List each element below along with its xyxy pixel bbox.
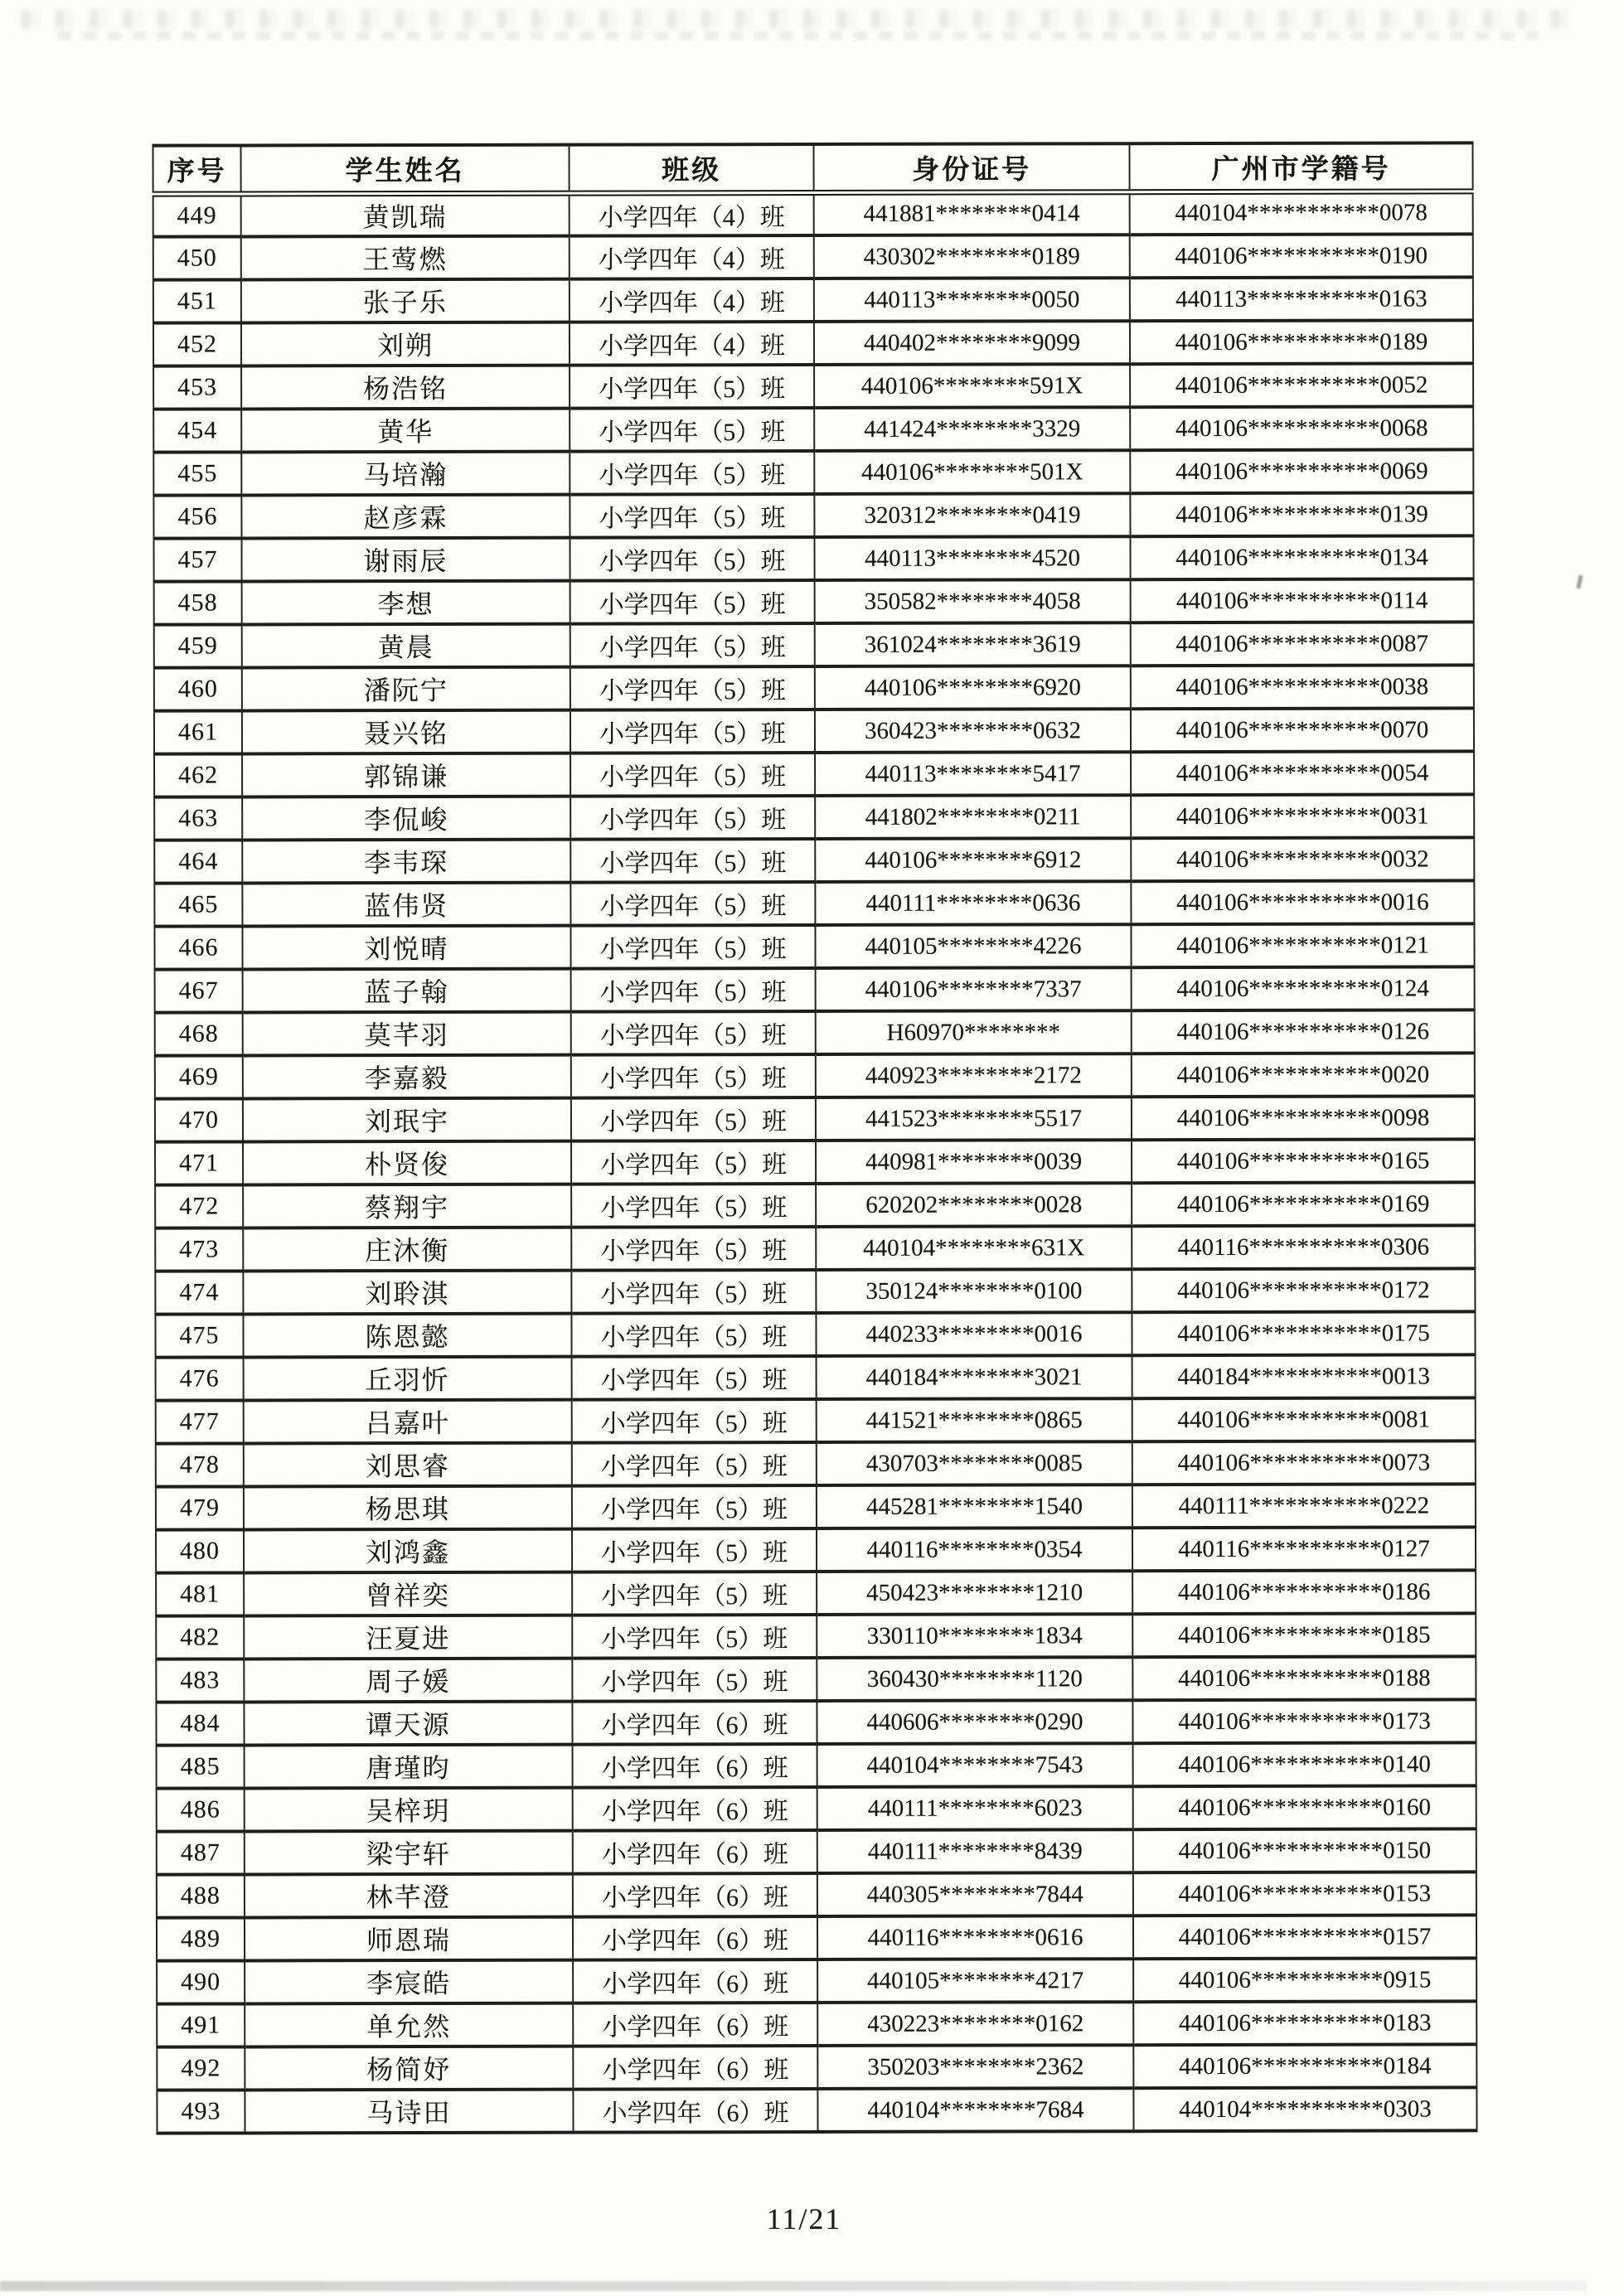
id-number-cell: 440233********0016: [816, 1312, 1132, 1356]
class-cell: 小学四年（4）班: [570, 322, 814, 366]
student-name-cell: 朴贤俊: [243, 1141, 571, 1185]
registration-number-cell: 440106***********0134: [1130, 535, 1473, 579]
scan-speck-artifact: [1576, 575, 1583, 589]
seq-cell: 488: [157, 1874, 245, 1917]
registration-number-cell: 440104***********0078: [1130, 191, 1473, 235]
student-name-cell: 周子媛: [244, 1659, 572, 1703]
seq-cell: 463: [154, 797, 242, 840]
id-number-cell: 450423********1210: [817, 1571, 1132, 1615]
registration-number-cell: 440106***********0098: [1132, 1096, 1475, 1140]
seq-cell: 453: [153, 366, 241, 409]
id-number-cell: 440104********631X: [816, 1226, 1132, 1270]
id-number-cell: 360423********0632: [815, 709, 1131, 753]
seq-cell: 469: [155, 1055, 243, 1098]
student-name-cell: 杨简妤: [245, 2047, 573, 2090]
registration-number-cell: 440111***********0222: [1132, 1484, 1476, 1528]
table-row: [154, 708, 1474, 753]
seq-cell: 455: [153, 452, 241, 495]
table-row: [156, 1699, 1476, 1745]
class-cell: 小学四年（5）班: [570, 925, 815, 969]
id-number-cell: 440106********6912: [815, 838, 1131, 882]
table-row: [155, 1096, 1475, 1141]
id-number-cell: 440106********591X: [814, 364, 1130, 408]
seq-cell: 458: [154, 581, 242, 624]
id-number-cell: 441523********5517: [816, 1097, 1132, 1141]
student-name-cell: 王莺燃: [241, 236, 570, 280]
seq-cell: 473: [155, 1228, 243, 1271]
registration-number-cell: 440106***********0150: [1133, 1829, 1476, 1872]
class-cell: 小学四年（5）班: [572, 1528, 817, 1572]
student-name-cell: 刘鸿鑫: [244, 1529, 572, 1573]
student-roster-table: [152, 141, 1477, 2134]
id-number-cell: 440923********2172: [816, 1054, 1132, 1097]
student-name-cell: 吕嘉叶: [244, 1400, 572, 1444]
student-name-cell: 庄沐衡: [243, 1228, 571, 1272]
student-name-cell: 马培瀚: [241, 452, 570, 496]
id-number-cell: 440113********0050: [814, 278, 1130, 322]
table-row: [155, 966, 1475, 1012]
seq-cell: 454: [153, 409, 241, 452]
class-cell: 小学四年（6）班: [573, 2046, 817, 2090]
student-name-cell: 唐瑾昀: [245, 1745, 573, 1789]
class-cell: 小学四年（5）班: [570, 623, 815, 667]
student-table-body: [153, 191, 1477, 2133]
student-name-cell: 黄晨: [242, 624, 570, 668]
class-cell: 小学四年（6）班: [572, 1701, 817, 1745]
table-row: [155, 1311, 1475, 1357]
table-row: [156, 1656, 1476, 1702]
id-number-cell: 440305********7844: [817, 1872, 1133, 1916]
student-name-cell: 李想: [242, 581, 570, 625]
table-row: [153, 234, 1473, 279]
student-name-cell: 师恩瑞: [245, 1917, 573, 1961]
table-row: [157, 2087, 1476, 2133]
seq-cell: 462: [154, 753, 242, 797]
registration-number-cell: 440106***********0185: [1132, 1613, 1476, 1657]
class-cell: 小学四年（5）班: [570, 451, 814, 495]
class-cell: 小学四年（6）班: [573, 2089, 817, 2133]
student-name-cell: 蓝子翰: [243, 969, 571, 1013]
student-name-cell: 陈恩懿: [243, 1314, 571, 1358]
id-number-cell: 350203********2362: [817, 2045, 1133, 2089]
table-row: [155, 1010, 1475, 1055]
student-name-cell: 李韦琛: [242, 840, 570, 884]
seq-cell: 460: [154, 667, 242, 710]
seq-cell: 464: [154, 840, 242, 883]
page-number: 11/21: [766, 2202, 842, 2235]
table-row: [156, 1613, 1476, 1659]
table-row: [157, 1915, 1476, 1960]
registration-number-cell: 440106***********0140: [1133, 1742, 1476, 1786]
registration-number-cell: 440106***********0069: [1130, 449, 1473, 493]
student-name-cell: 杨思琪: [244, 1486, 572, 1530]
registration-number-cell: 440106***********0160: [1133, 1785, 1476, 1829]
id-number-cell: 440981********0039: [816, 1140, 1132, 1184]
student-name-cell: 蓝伟贤: [242, 883, 570, 927]
seq-cell: 475: [155, 1314, 243, 1357]
table-row: [153, 449, 1473, 495]
student-name-cell: 郭锦谦: [242, 753, 570, 797]
id-number-cell: 441881********0414: [814, 191, 1130, 235]
class-cell: 小学四年（6）班: [573, 1959, 817, 2003]
table-row: [156, 1354, 1476, 1400]
seq-cell: 470: [155, 1098, 243, 1141]
table-row: [153, 492, 1473, 538]
id-number-cell: 441521********0865: [817, 1398, 1132, 1442]
id-number-cell: 440111********0636: [815, 881, 1131, 925]
registration-number-cell: 440106***********0126: [1132, 1010, 1475, 1054]
student-name-cell: 李嘉毅: [243, 1055, 571, 1099]
registration-number-cell: 440106***********0190: [1130, 234, 1473, 278]
id-number-cell: 350124********0100: [816, 1269, 1132, 1313]
scan-edge-shadow-bottom: [0, 2281, 1587, 2291]
registration-number-cell: 440106***********0121: [1131, 923, 1474, 967]
student-name-cell: 李侃峻: [242, 797, 570, 840]
table-row: [157, 1742, 1476, 1788]
student-name-cell: 丘羽忻: [244, 1357, 572, 1401]
student-name-cell: 杨浩铭: [241, 366, 570, 409]
student-name-cell: 马诗田: [245, 2090, 573, 2134]
column-header-registration: 广州市学籍号: [1129, 143, 1472, 191]
class-cell: 小学四年（5）班: [570, 537, 814, 581]
class-cell: 小学四年（6）班: [573, 1916, 817, 1960]
column-header-seq: 序号: [153, 145, 240, 193]
table-row: [153, 363, 1473, 409]
registration-number-cell: 440106***********0165: [1132, 1139, 1475, 1183]
class-cell: 小学四年（5）班: [571, 968, 816, 1012]
id-number-cell: 430302********0189: [814, 235, 1130, 279]
class-cell: 小学四年（5）班: [570, 796, 815, 840]
table-row: [156, 1484, 1476, 1529]
class-cell: 小学四年（6）班: [573, 2003, 817, 2047]
id-number-cell: 440606********0290: [817, 1700, 1132, 1744]
seq-cell: 456: [153, 495, 241, 538]
table-row: [154, 794, 1474, 840]
student-name-cell: 张子乐: [241, 279, 570, 323]
registration-number-cell: 440106***********0175: [1132, 1311, 1475, 1355]
registration-number-cell: 440106***********0073: [1132, 1441, 1476, 1485]
table-row: [156, 1441, 1476, 1486]
seq-cell: 482: [156, 1615, 244, 1659]
student-name-cell: 林芊澄: [245, 1874, 573, 1918]
id-number-cell: 441424********3329: [814, 407, 1130, 451]
student-name-cell: 谢雨辰: [241, 538, 570, 582]
seq-cell: 487: [157, 1831, 245, 1874]
seq-cell: 459: [154, 624, 242, 667]
student-name-cell: 聂兴铭: [242, 710, 570, 754]
registration-number-cell: 440106***********0016: [1131, 880, 1474, 924]
seq-cell: 478: [156, 1443, 244, 1486]
class-cell: 小学四年（5）班: [572, 1356, 817, 1400]
seq-cell: 472: [155, 1184, 243, 1228]
student-name-cell: 刘思睿: [244, 1443, 572, 1487]
table-row: [154, 837, 1474, 883]
seq-cell: 450: [153, 236, 241, 279]
registration-number-cell: 440106***********0189: [1130, 320, 1473, 364]
table-row: [153, 406, 1473, 452]
student-name-cell: 黄凯瑞: [241, 193, 570, 237]
id-number-cell: 440113********5417: [815, 752, 1131, 796]
id-number-cell: 440106********6920: [815, 666, 1131, 710]
registration-number-cell: 440106***********0081: [1132, 1397, 1476, 1441]
class-cell: 小学四年（6）班: [573, 1787, 817, 1831]
class-cell: 小学四年（5）班: [570, 580, 815, 624]
seq-cell: 483: [156, 1659, 244, 1702]
table-header: [153, 143, 1472, 193]
table-row: [153, 277, 1473, 322]
id-number-cell: 440104********7684: [817, 2088, 1133, 2132]
class-cell: 小学四年（5）班: [571, 1227, 816, 1271]
seq-cell: 479: [156, 1486, 244, 1529]
class-cell: 小学四年（5）班: [571, 1011, 816, 1055]
registration-number-cell: 440106***********0186: [1132, 1570, 1476, 1614]
class-cell: 小学四年（5）班: [570, 882, 815, 926]
id-number-cell: 440106********7337: [816, 967, 1132, 1011]
student-name-cell: 梁宇轩: [245, 1831, 573, 1875]
seq-cell: 451: [153, 279, 241, 322]
registration-number-cell: 440113***********0163: [1130, 277, 1473, 321]
table-row: [156, 1570, 1476, 1615]
id-number-cell: H60970********: [816, 1010, 1132, 1054]
seq-cell: 476: [156, 1357, 244, 1400]
id-number-cell: 361024********3619: [815, 622, 1131, 666]
registration-number-cell: 440106***********0188: [1132, 1656, 1476, 1700]
seq-cell: 491: [157, 2003, 245, 2047]
registration-number-cell: 440184***********0013: [1132, 1354, 1476, 1398]
seq-cell: 471: [155, 1141, 243, 1184]
table-row: [157, 1872, 1476, 1917]
id-number-cell: 440116********0354: [817, 1528, 1132, 1572]
table-row: [155, 1053, 1475, 1098]
table-row: [157, 1829, 1476, 1874]
id-number-cell: 440113********4520: [814, 536, 1130, 580]
class-cell: 小学四年（5）班: [570, 494, 814, 538]
id-number-cell: 620202********0028: [816, 1183, 1132, 1227]
id-number-cell: 440105********4217: [817, 1959, 1133, 2003]
class-cell: 小学四年（5）班: [570, 365, 814, 409]
table-row: [155, 1225, 1475, 1271]
id-number-cell: 430703********0085: [817, 1441, 1132, 1485]
registration-number-cell: 440106***********0031: [1131, 794, 1474, 838]
student-name-cell: 刘聆淇: [243, 1271, 571, 1315]
table-row: [157, 1958, 1476, 2003]
id-number-cell: 440106********501X: [814, 450, 1130, 494]
student-name-cell: 刘悦晴: [242, 926, 570, 970]
registration-number-cell: 440106***********0915: [1133, 1958, 1476, 2002]
id-number-cell: 320312********0419: [814, 493, 1130, 537]
id-number-cell: 330110********1834: [817, 1614, 1132, 1658]
registration-number-cell: 440106***********0052: [1130, 363, 1473, 407]
student-name-cell: 莫芊羽: [243, 1012, 571, 1056]
table-row: [154, 622, 1474, 667]
table-row: [157, 2001, 1476, 2047]
table-row: [155, 1139, 1475, 1184]
seq-cell: 457: [153, 538, 241, 581]
seq-cell: 490: [157, 1960, 245, 2003]
column-header-id-number: 身份证号: [813, 143, 1129, 192]
table-row: [157, 2044, 1476, 2090]
student-name-cell: 曾祥奕: [244, 1572, 572, 1616]
class-cell: 小学四年（5）班: [571, 1184, 816, 1228]
seq-cell: 484: [156, 1702, 244, 1745]
seq-cell: 486: [157, 1788, 245, 1831]
table-row: [153, 535, 1473, 581]
class-cell: 小学四年（4）班: [570, 192, 814, 236]
column-header-class: 班级: [569, 144, 813, 193]
id-number-cell: 440111********8439: [817, 1829, 1133, 1873]
class-cell: 小学四年（6）班: [573, 1744, 817, 1788]
registration-number-cell: 440106***********0038: [1131, 665, 1474, 709]
student-name-cell: 赵彦霖: [241, 495, 570, 539]
seq-cell: 468: [155, 1012, 243, 1055]
registration-number-cell: 440106***********0054: [1131, 751, 1474, 795]
class-cell: 小学四年（5）班: [571, 1054, 816, 1098]
registration-number-cell: 440106***********0020: [1132, 1053, 1475, 1097]
table-row: [156, 1527, 1476, 1572]
table-row: [155, 1182, 1475, 1228]
student-name-cell: 汪夏进: [244, 1615, 572, 1659]
student-name-cell: 吴梓玥: [245, 1788, 573, 1832]
student-name-cell: 单允然: [245, 2003, 573, 2047]
seq-cell: 493: [157, 2090, 245, 2133]
registration-number-cell: 440106***********0157: [1133, 1915, 1476, 1959]
table-row: [154, 665, 1474, 710]
class-cell: 小学四年（6）班: [573, 1873, 817, 1917]
registration-number-cell: 440104***********0303: [1133, 2087, 1476, 2131]
table-row: [154, 751, 1474, 797]
student-name-cell: 潘阮宁: [242, 667, 570, 711]
id-number-cell: 440111********6023: [817, 1786, 1133, 1830]
id-number-cell: 440116********0616: [817, 1916, 1133, 1959]
class-cell: 小学四年（4）班: [570, 279, 814, 322]
registration-number-cell: 440106***********0032: [1131, 837, 1474, 881]
class-cell: 小学四年（5）班: [572, 1399, 817, 1443]
id-number-cell: 440184********3021: [817, 1355, 1132, 1399]
class-cell: 小学四年（5）班: [571, 1141, 816, 1184]
id-number-cell: 350582********4058: [815, 579, 1131, 623]
student-name-cell: 刘朔: [241, 322, 570, 366]
class-cell: 小学四年（5）班: [571, 1270, 816, 1314]
registration-number-cell: 440106***********0172: [1132, 1268, 1475, 1312]
seq-cell: 485: [157, 1745, 245, 1788]
seq-cell: 449: [153, 193, 241, 236]
class-cell: 小学四年（5）班: [570, 666, 815, 710]
seq-cell: 492: [157, 2047, 245, 2090]
seq-cell: 452: [153, 322, 241, 366]
class-cell: 小学四年（5）班: [572, 1658, 817, 1702]
student-name-cell: 黄华: [241, 409, 570, 453]
seq-cell: 467: [155, 969, 243, 1012]
class-cell: 小学四年（5）班: [572, 1442, 817, 1486]
student-name-cell: 李宸皓: [245, 1960, 573, 2004]
class-cell: 小学四年（5）班: [570, 408, 814, 452]
seq-cell: 489: [157, 1917, 245, 1960]
table-row: [153, 191, 1473, 236]
class-cell: 小学四年（5）班: [571, 1313, 816, 1357]
registration-number-cell: 440106***********0087: [1131, 622, 1474, 666]
id-number-cell: 440402********9099: [814, 321, 1130, 365]
registration-number-cell: 440116***********0306: [1132, 1225, 1475, 1269]
registration-number-cell: 440106***********0124: [1132, 966, 1475, 1010]
student-name-cell: 刘珉宇: [243, 1098, 571, 1142]
seq-cell: 466: [154, 926, 242, 969]
seq-cell: 480: [156, 1529, 244, 1572]
class-cell: 小学四年（5）班: [570, 710, 815, 753]
student-name-cell: 蔡翔宇: [243, 1184, 571, 1228]
table-row: [157, 1785, 1476, 1831]
table-row: [155, 1268, 1475, 1314]
registration-number-cell: 440106***********0070: [1131, 708, 1474, 752]
seq-cell: 481: [156, 1572, 244, 1615]
class-cell: 小学四年（4）班: [570, 235, 814, 279]
table-row: [154, 579, 1474, 624]
student-name-cell: 谭天源: [244, 1702, 572, 1746]
seq-cell: 461: [154, 710, 242, 753]
registration-number-cell: 440106***********0114: [1131, 579, 1474, 622]
header-row: [153, 143, 1472, 193]
registration-number-cell: 440106***********0183: [1133, 2001, 1476, 2045]
seq-cell: 474: [155, 1271, 243, 1314]
registration-number-cell: 440116***********0127: [1132, 1527, 1476, 1571]
class-cell: 小学四年（5）班: [572, 1485, 817, 1529]
id-number-cell: 440104********7543: [817, 1743, 1133, 1787]
seq-cell: 465: [154, 883, 242, 926]
id-number-cell: 440105********4226: [815, 924, 1131, 968]
registration-number-cell: 440106***********0153: [1133, 1872, 1476, 1916]
id-number-cell: 441802********0211: [815, 795, 1131, 839]
registration-number-cell: 440106***********0169: [1132, 1182, 1475, 1226]
class-cell: 小学四年（5）班: [572, 1615, 817, 1659]
id-number-cell: 360430********1120: [817, 1657, 1132, 1701]
registration-number-cell: 440106***********0173: [1132, 1699, 1476, 1743]
registration-number-cell: 440106***********0068: [1130, 406, 1473, 450]
column-header-student-name: 学生姓名: [240, 145, 569, 194]
seq-cell: 477: [156, 1400, 244, 1443]
table-row: [154, 880, 1474, 926]
class-cell: 小学四年（5）班: [570, 753, 815, 797]
registration-number-cell: 440106***********0184: [1133, 2044, 1476, 2088]
scan-bleed-artifact-top-2: [58, 31, 1542, 40]
table-row: [154, 923, 1474, 969]
table-row: [156, 1397, 1476, 1443]
class-cell: 小学四年（5）班: [570, 839, 815, 883]
registration-number-cell: 440106***********0139: [1130, 492, 1473, 536]
id-number-cell: 430223********0162: [817, 2002, 1133, 2046]
class-cell: 小学四年（6）班: [573, 1830, 817, 1874]
table-row: [153, 320, 1473, 366]
class-cell: 小学四年（5）班: [572, 1572, 817, 1615]
scan-bleed-artifact-top: [22, 10, 1580, 28]
class-cell: 小学四年（5）班: [571, 1097, 816, 1141]
id-number-cell: 445281********1540: [817, 1485, 1132, 1528]
